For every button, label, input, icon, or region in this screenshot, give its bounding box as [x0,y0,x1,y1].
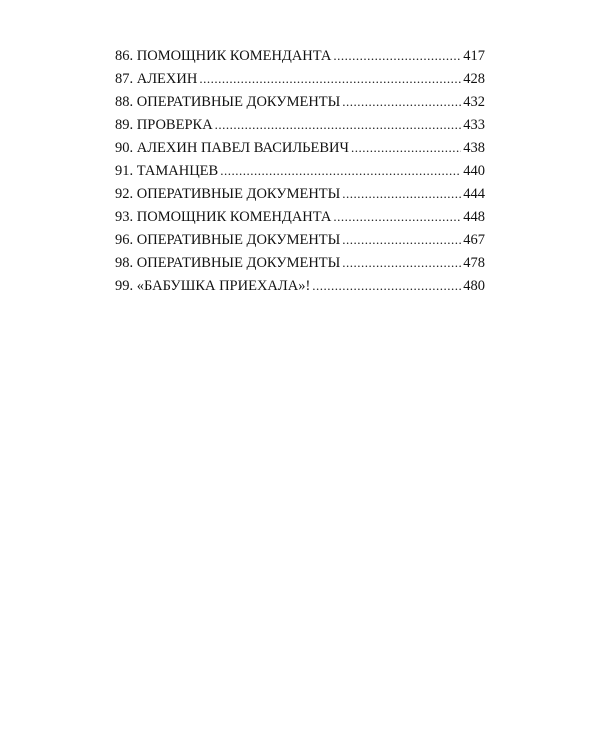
toc-dot-leader [342,251,461,274]
toc-entry-page: 432 [463,94,485,110]
toc-entry-page: 433 [463,117,485,133]
toc-entry [115,251,485,274]
toc-entry [115,205,485,228]
toc-entry-page: 440 [463,163,485,179]
toc-entry-title: 90. АЛЕХИН ПАВЕЛ ВАСИЛЬЕВИЧ [115,140,349,156]
toc-entry-title: 89. ПРОВЕРКА [115,117,213,133]
toc-dot-leader [351,136,461,159]
toc-entry-page: 438 [463,140,485,156]
toc-entry [115,274,485,297]
toc-dot-leader [333,44,461,67]
toc-entry [115,228,485,251]
toc-entry-title: 96. ОПЕРАТИВНЫЕ ДОКУМЕНТЫ [115,232,341,248]
toc-entry-page: 428 [463,71,485,87]
toc-dot-leader [220,159,461,182]
toc-dot-leader [312,274,461,297]
toc-entry-title: 86. ПОМОЩНИК КОМЕНДАНТА [115,48,332,64]
toc-entry [115,136,485,159]
toc-entry-page: 444 [463,186,485,202]
toc-entry-title: 93. ПОМОЩНИК КОМЕНДАНТА [115,209,332,225]
toc-entry [115,90,485,113]
toc-entry [115,44,485,67]
toc-entry-title: 99. «БАБУШКА ПРИЕХАЛА»! [115,278,311,294]
toc-dot-leader [342,90,461,113]
toc-entry-page: 478 [463,255,485,271]
toc-entry-title: 98. ОПЕРАТИВНЫЕ ДОКУМЕНТЫ [115,255,341,271]
toc-dot-leader [333,205,461,228]
toc-entry-page: 467 [463,232,485,248]
toc-entry-page: 480 [463,278,485,294]
toc-dot-leader [199,67,461,90]
toc-entry [115,182,485,205]
toc-entry-page: 448 [463,209,485,225]
toc-dot-leader [215,113,462,136]
toc-dot-leader [342,228,461,251]
toc-dot-leader [342,182,461,205]
toc-entry [115,159,485,182]
toc-entry [115,67,485,90]
table-of-contents [115,44,485,297]
toc-entry-title: 92. ОПЕРАТИВНЫЕ ДОКУМЕНТЫ [115,186,341,202]
toc-entry [115,113,485,136]
toc-entry-title: 91. ТАМАНЦЕВ [115,163,219,179]
toc-entry-title: 88. ОПЕРАТИВНЫЕ ДОКУМЕНТЫ [115,94,341,110]
toc-entry-title: 87. АЛЕХИН [115,71,198,87]
toc-entry-page: 417 [463,48,485,64]
